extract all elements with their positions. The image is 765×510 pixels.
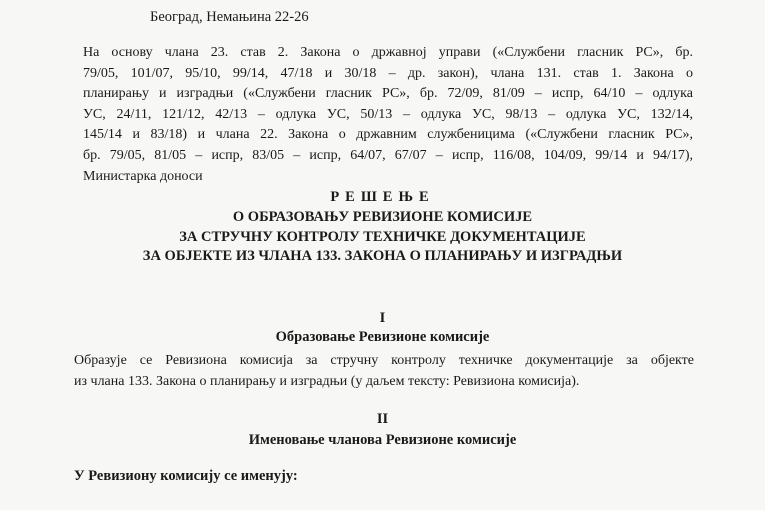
preamble-line: планирању и изградњи («Службени гласник РС», бр. 72/09, 81/09 – испр, 64/10 – одлука xyxy=(83,86,693,102)
preamble-line: УС, 24/11, 121/12, 42/13 – одлука УС, 50/13 – одлука УС, 98/13 – одлука УС, 132/14, xyxy=(83,106,693,122)
preamble-line: На основу члана 23. став 2. Закона о државној управи («Службени гласник РС», бр. xyxy=(83,45,693,60)
decision-word: РЕШЕЊЕ xyxy=(330,189,435,205)
decision-title-line: ЗА ОБЈЕКТЕ ИЗ ЧЛАНА 133. ЗАКОНА О ПЛАНИРАЊУ И ИЗГРАДЊИ xyxy=(142,248,623,264)
section-2-heading: Именовање чланова Ревизионе комисије xyxy=(248,432,517,448)
preamble-paragraph xyxy=(83,43,693,187)
preamble-line: 145/14 и 83/18) и члана 22. Закона о државним службеницима («Службени гласник РС», xyxy=(83,127,693,143)
preamble-line: Министарка доноси xyxy=(83,168,203,184)
section-1-numeral: I xyxy=(379,310,386,326)
section-1-paragraph xyxy=(74,350,694,392)
ministry-address: Београд, Немањина 22-26 xyxy=(150,9,309,25)
section-2-numeral: II xyxy=(376,411,389,427)
appointment-intro: У Ревизиону комисију се именују: xyxy=(74,468,298,484)
cut-off-header-line xyxy=(150,0,300,5)
decision-title-line: О ОБРАЗОВАЊУ РЕВИЗИОНЕ КОМИСИЈЕ xyxy=(232,209,533,225)
section-1-line: из члана 133. Закона о планирању и изградњи (у даљем тексту: Ревизиона комисија). xyxy=(74,374,580,389)
section-1-heading: Образовање Ревизионе комисије xyxy=(275,329,490,345)
cut-off-bottom-line xyxy=(74,503,164,510)
preamble-line: 79/05, 101/07, 95/10, 99/14, 47/18 и 30/18 – др. закон), члана 131. став 1. Закона о xyxy=(83,65,693,81)
decision-title-line: ЗА СТРУЧНУ КОНТРОЛУ ТЕХНИЧКЕ ДОКУМЕНТАЦИЈЕ xyxy=(179,229,586,245)
preamble-line: бр. 79/05, 81/05 – испр, 83/05 – испр, 64/07, 67/07 – испр, 116/08, 104/09, 99/14 и 94/17), xyxy=(83,147,693,163)
section-1-line: Образује се Ревизиона комисија за стручну контролу техничке документације за објекте xyxy=(74,353,694,368)
